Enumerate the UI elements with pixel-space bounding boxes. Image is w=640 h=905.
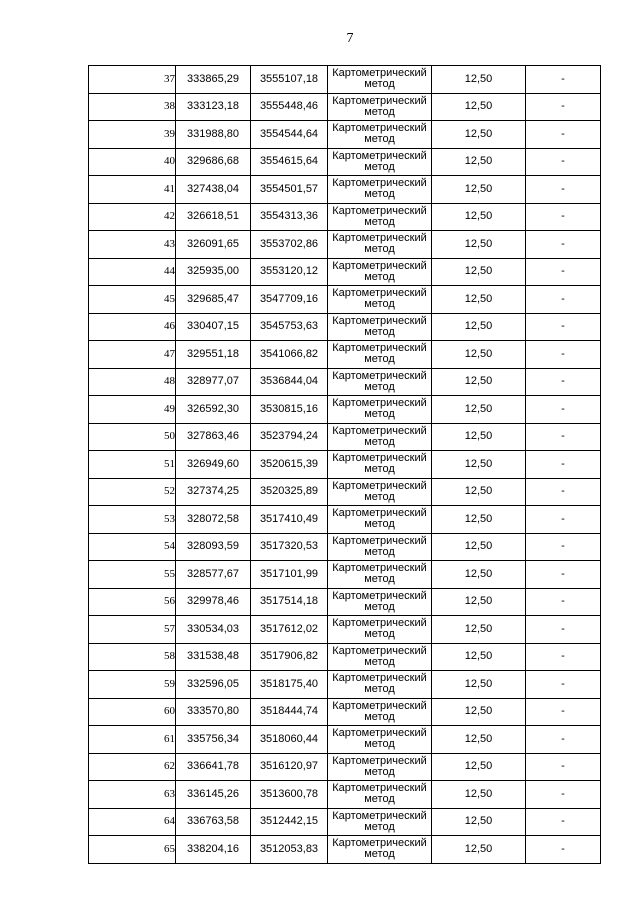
note-value: - [526, 643, 601, 671]
table-row [89, 781, 601, 809]
coordinate-x: 330407,15 [176, 313, 251, 341]
method-line-1: Картометрический [332, 287, 427, 300]
error-value: 12,50 [432, 478, 526, 506]
coordinate-y: 3554544,64 [251, 121, 328, 149]
method-line-2: метод [364, 655, 395, 668]
error-value: 12,50 [432, 506, 526, 534]
method-cell [328, 808, 432, 836]
coordinate-x: 328977,07 [176, 368, 251, 396]
point-number: 41 [89, 176, 176, 204]
coordinates-table [88, 65, 601, 864]
table-row [89, 423, 601, 451]
note-value: - [526, 121, 601, 149]
method-cell [328, 148, 432, 176]
note-value: - [526, 66, 601, 94]
table-row [89, 726, 601, 754]
coordinate-y: 3541066,82 [251, 341, 328, 369]
table-row [89, 671, 601, 699]
error-value: 12,50 [432, 836, 526, 864]
point-number: 57 [89, 616, 176, 644]
coordinate-x: 327374,25 [176, 478, 251, 506]
coordinate-y: 3512442,15 [251, 808, 328, 836]
method-line-1: Картометрический [332, 397, 427, 410]
note-value: - [526, 698, 601, 726]
coordinate-x: 327438,04 [176, 176, 251, 204]
error-value: 12,50 [432, 66, 526, 94]
method-line-1: Картометрический [332, 644, 427, 657]
method-cell [328, 643, 432, 671]
error-value: 12,50 [432, 533, 526, 561]
coordinate-x: 326949,60 [176, 451, 251, 479]
coordinate-y: 3517612,02 [251, 616, 328, 644]
coordinate-y: 3518175,40 [251, 671, 328, 699]
note-value: - [526, 506, 601, 534]
error-value: 12,50 [432, 561, 526, 589]
method-line-1: Картометрический [332, 562, 427, 575]
point-number: 61 [89, 726, 176, 754]
point-number: 62 [89, 753, 176, 781]
method-line-2: метод [364, 78, 395, 91]
point-number: 53 [89, 506, 176, 534]
method-cell [328, 616, 432, 644]
error-value: 12,50 [432, 643, 526, 671]
error-value: 12,50 [432, 313, 526, 341]
method-line-2: метод [364, 243, 395, 256]
point-number: 45 [89, 286, 176, 314]
method-cell [328, 93, 432, 121]
note-value: - [526, 368, 601, 396]
error-value: 12,50 [432, 808, 526, 836]
method-line-2: метод [364, 188, 395, 201]
method-cell [328, 698, 432, 726]
coordinate-x: 333865,29 [176, 66, 251, 94]
method-line-1: Картометрический [332, 727, 427, 740]
coordinate-y: 3523794,24 [251, 423, 328, 451]
method-cell [328, 258, 432, 286]
coordinate-x: 328577,67 [176, 561, 251, 589]
table-row [89, 561, 601, 589]
note-value: - [526, 671, 601, 699]
point-number: 65 [89, 836, 176, 864]
coordinate-x: 325935,00 [176, 258, 251, 286]
coordinate-y: 3530815,16 [251, 396, 328, 424]
method-cell [328, 588, 432, 616]
note-value: - [526, 286, 601, 314]
table-row [89, 258, 601, 286]
coordinate-y: 3554501,57 [251, 176, 328, 204]
note-value: - [526, 533, 601, 561]
error-value: 12,50 [432, 671, 526, 699]
point-number: 40 [89, 148, 176, 176]
error-value: 12,50 [432, 451, 526, 479]
method-line-2: метод [364, 848, 395, 861]
method-cell [328, 726, 432, 754]
coordinate-x: 336145,26 [176, 781, 251, 809]
coordinate-y: 3553120,12 [251, 258, 328, 286]
table-row [89, 698, 601, 726]
method-line-2: метод [364, 353, 395, 366]
method-line-2: метод [364, 710, 395, 723]
coordinate-x: 329685,47 [176, 286, 251, 314]
coordinate-y: 3516120,97 [251, 753, 328, 781]
method-line-2: метод [364, 573, 395, 586]
note-value: - [526, 478, 601, 506]
method-line-1: Картометрический [332, 479, 427, 492]
coordinate-x: 329686,68 [176, 148, 251, 176]
note-value: - [526, 148, 601, 176]
method-line-2: метод [364, 738, 395, 751]
method-cell [328, 753, 432, 781]
coordinate-y: 3517101,99 [251, 561, 328, 589]
method-line-2: метод [364, 793, 395, 806]
method-line-1: Картометрический [332, 369, 427, 382]
note-value: - [526, 616, 601, 644]
method-line-1: Картометрический [332, 754, 427, 767]
method-line-1: Картометрический [332, 314, 427, 327]
table-row [89, 588, 601, 616]
error-value: 12,50 [432, 588, 526, 616]
error-value: 12,50 [432, 148, 526, 176]
table-row [89, 451, 601, 479]
coordinate-y: 3520615,39 [251, 451, 328, 479]
coordinate-y: 3512053,83 [251, 836, 328, 864]
coordinate-x: 329551,18 [176, 341, 251, 369]
method-cell [328, 478, 432, 506]
method-line-2: метод [364, 380, 395, 393]
coordinate-y: 3517514,18 [251, 588, 328, 616]
coordinate-y: 3553702,86 [251, 231, 328, 259]
method-line-2: метод [364, 408, 395, 421]
error-value: 12,50 [432, 176, 526, 204]
table-row [89, 836, 601, 864]
error-value: 12,50 [432, 423, 526, 451]
table-row [89, 66, 601, 94]
method-line-2: метод [364, 133, 395, 146]
table-row [89, 506, 601, 534]
table-row [89, 643, 601, 671]
coordinate-x: 326592,30 [176, 396, 251, 424]
error-value: 12,50 [432, 753, 526, 781]
point-number: 55 [89, 561, 176, 589]
point-number: 39 [89, 121, 176, 149]
coordinate-x: 333570,80 [176, 698, 251, 726]
coordinate-y: 3555107,18 [251, 66, 328, 94]
error-value: 12,50 [432, 286, 526, 314]
page-number: 7 [346, 31, 354, 46]
coordinate-y: 3517410,49 [251, 506, 328, 534]
method-line-2: метод [364, 215, 395, 228]
method-line-2: метод [364, 545, 395, 558]
table-row [89, 533, 601, 561]
note-value: - [526, 93, 601, 121]
method-line-1: Картометрический [332, 672, 427, 685]
note-value: - [526, 588, 601, 616]
method-cell [328, 368, 432, 396]
coordinate-y: 3554615,64 [251, 148, 328, 176]
note-value: - [526, 313, 601, 341]
point-number: 59 [89, 671, 176, 699]
method-line-1: Картометрический [332, 837, 427, 850]
method-cell [328, 423, 432, 451]
coordinate-x: 328072,58 [176, 506, 251, 534]
coordinate-x: 332596,05 [176, 671, 251, 699]
method-line-1: Картометрический [332, 342, 427, 355]
method-line-1: Картометрический [332, 507, 427, 520]
point-number: 46 [89, 313, 176, 341]
error-value: 12,50 [432, 231, 526, 259]
method-line-1: Картометрический [332, 232, 427, 245]
coordinate-y: 3518060,44 [251, 726, 328, 754]
error-value: 12,50 [432, 616, 526, 644]
coordinate-x: 327863,46 [176, 423, 251, 451]
method-line-2: метод [364, 270, 395, 283]
coordinate-y: 3517320,53 [251, 533, 328, 561]
coordinate-x: 326091,65 [176, 231, 251, 259]
error-value: 12,50 [432, 368, 526, 396]
coordinate-x: 331988,80 [176, 121, 251, 149]
method-line-2: метод [364, 683, 395, 696]
point-number: 58 [89, 643, 176, 671]
method-line-1: Картометрический [332, 424, 427, 437]
method-line-1: Картометрический [332, 122, 427, 135]
method-line-2: метод [364, 463, 395, 476]
point-number: 48 [89, 368, 176, 396]
coordinate-x: 331538,48 [176, 643, 251, 671]
table-row [89, 176, 601, 204]
coordinate-y: 3518444,74 [251, 698, 328, 726]
table-row [89, 93, 601, 121]
table-row [89, 231, 601, 259]
coordinate-y: 3513600,78 [251, 781, 328, 809]
method-line-1: Картометрический [332, 177, 427, 190]
coordinate-x: 329978,46 [176, 588, 251, 616]
point-number: 51 [89, 451, 176, 479]
note-value: - [526, 341, 601, 369]
note-value: - [526, 753, 601, 781]
error-value: 12,50 [432, 121, 526, 149]
method-line-2: метод [364, 628, 395, 641]
table-row [89, 148, 601, 176]
point-number: 42 [89, 203, 176, 231]
method-cell [328, 313, 432, 341]
table-row [89, 368, 601, 396]
table-row [89, 478, 601, 506]
table-row [89, 313, 601, 341]
error-value: 12,50 [432, 203, 526, 231]
method-line-2: метод [364, 105, 395, 118]
table-row [89, 753, 601, 781]
coordinate-y: 3536844,04 [251, 368, 328, 396]
method-line-1: Картометрический [332, 204, 427, 217]
table-body [89, 66, 601, 864]
coordinate-x: 335756,34 [176, 726, 251, 754]
coordinate-y: 3554313,36 [251, 203, 328, 231]
point-number: 54 [89, 533, 176, 561]
point-number: 56 [89, 588, 176, 616]
coordinate-y: 3545753,63 [251, 313, 328, 341]
error-value: 12,50 [432, 396, 526, 424]
method-line-1: Картометрический [332, 809, 427, 822]
method-line-2: метод [364, 298, 395, 311]
method-cell [328, 561, 432, 589]
method-line-2: метод [364, 160, 395, 173]
point-number: 44 [89, 258, 176, 286]
method-cell [328, 66, 432, 94]
note-value: - [526, 203, 601, 231]
point-number: 63 [89, 781, 176, 809]
error-value: 12,50 [432, 341, 526, 369]
coordinate-x: 330534,03 [176, 616, 251, 644]
method-line-1: Картометрический [332, 259, 427, 272]
method-line-2: метод [364, 490, 395, 503]
table-row [89, 203, 601, 231]
point-number: 50 [89, 423, 176, 451]
method-line-1: Картометрический [332, 67, 427, 80]
coordinate-x: 326618,51 [176, 203, 251, 231]
method-cell [328, 286, 432, 314]
note-value: - [526, 726, 601, 754]
method-line-2: метод [364, 820, 395, 833]
coordinate-x: 338204,16 [176, 836, 251, 864]
method-line-2: метод [364, 435, 395, 448]
coordinate-x: 328093,59 [176, 533, 251, 561]
error-value: 12,50 [432, 258, 526, 286]
error-value: 12,50 [432, 698, 526, 726]
method-cell [328, 121, 432, 149]
coordinate-y: 3517906,82 [251, 643, 328, 671]
method-cell [328, 203, 432, 231]
table-row [89, 286, 601, 314]
method-line-2: метод [364, 518, 395, 531]
method-cell [328, 671, 432, 699]
note-value: - [526, 423, 601, 451]
method-line-1: Картометрический [332, 782, 427, 795]
method-line-2: метод [364, 325, 395, 338]
table-row [89, 396, 601, 424]
method-line-2: метод [364, 600, 395, 613]
table-row [89, 121, 601, 149]
method-cell [328, 451, 432, 479]
note-value: - [526, 396, 601, 424]
note-value: - [526, 808, 601, 836]
error-value: 12,50 [432, 726, 526, 754]
method-cell [328, 396, 432, 424]
note-value: - [526, 258, 601, 286]
coordinate-y: 3547709,16 [251, 286, 328, 314]
table-row [89, 808, 601, 836]
error-value: 12,50 [432, 781, 526, 809]
method-cell [328, 781, 432, 809]
point-number: 47 [89, 341, 176, 369]
method-line-1: Картометрический [332, 452, 427, 465]
method-cell [328, 836, 432, 864]
method-line-2: метод [364, 765, 395, 778]
method-line-1: Картометрический [332, 589, 427, 602]
method-cell [328, 506, 432, 534]
coordinate-x: 336641,78 [176, 753, 251, 781]
method-line-1: Картометрический [332, 699, 427, 712]
method-line-1: Картометрический [332, 534, 427, 547]
error-value: 12,50 [432, 93, 526, 121]
note-value: - [526, 561, 601, 589]
point-number: 37 [89, 66, 176, 94]
method-cell [328, 341, 432, 369]
method-cell [328, 533, 432, 561]
point-number: 64 [89, 808, 176, 836]
method-cell [328, 176, 432, 204]
table-row [89, 616, 601, 644]
coordinate-x: 333123,18 [176, 93, 251, 121]
note-value: - [526, 836, 601, 864]
method-line-1: Картометрический [332, 149, 427, 162]
note-value: - [526, 781, 601, 809]
point-number: 52 [89, 478, 176, 506]
coordinate-y: 3520325,89 [251, 478, 328, 506]
note-value: - [526, 231, 601, 259]
coordinate-y: 3555448,46 [251, 93, 328, 121]
coordinate-x: 336763,58 [176, 808, 251, 836]
table-row [89, 341, 601, 369]
point-number: 43 [89, 231, 176, 259]
note-value: - [526, 451, 601, 479]
method-line-1: Картометрический [332, 617, 427, 630]
method-cell [328, 231, 432, 259]
point-number: 60 [89, 698, 176, 726]
note-value: - [526, 176, 601, 204]
point-number: 38 [89, 93, 176, 121]
point-number: 49 [89, 396, 176, 424]
method-line-1: Картометрический [332, 94, 427, 107]
